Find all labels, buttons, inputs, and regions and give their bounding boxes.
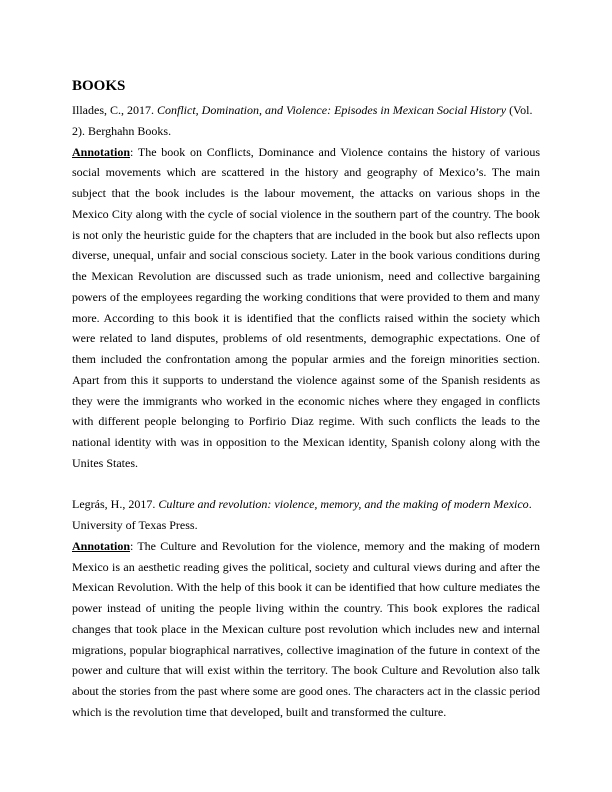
citation-title: Conflict, Domination, and Violence: Episodes in Mexican Social History	[157, 103, 507, 117]
annotation-text: : The Culture and Revolution for the violence, memory and the making of modern Mexico is an aesthetic reading gives the political, society and cultural views during and after the Mexican Revolution. With the help of this book it can be identified that how culture mediates the power instead of uniting the people living within the country. This book explores the radical changes that took place in the Mexican culture post revolution which includes new and internal migrations, popular biographical narratives, collective imagination of the future in context of the power and culture that will exist within the territory. The book Culture and Revolution also talk about the stories from the past where some are good ones. The characters act in the classic period which is the revolution time that developed, built and transformed the culture.	[72, 538, 540, 719]
annotation-illades	[72, 142, 540, 474]
section-heading: BOOKS	[72, 78, 126, 94]
citation-publisher: . University of Texas Press.	[72, 497, 532, 532]
citation-title: Culture and revolution: violence, memory, and the making of modern Mexico	[158, 497, 529, 512]
annotation-label: Annotation	[72, 144, 131, 159]
citation-legras	[72, 494, 540, 536]
citation-publisher: (Vol. 2). Berghahn Books.	[72, 103, 533, 138]
citation-author: Illades, C., 2017.	[72, 103, 157, 117]
annotation-label: Annotation	[72, 538, 131, 553]
paragraph-spacer	[72, 474, 540, 495]
citation-author: Legrás, H., 2017.	[72, 497, 159, 512]
annotation-legras	[72, 536, 540, 723]
citation-illades	[72, 100, 540, 142]
document-page	[72, 76, 540, 723]
annotation-text: : The book on Conflicts, Dominance and Violence contains the history of various social movements which are scattered in the history and geography of Mexico’s. The main subject that the book includes is the labour movement, the attacks on various shops in the Mexico City along with the cycle of social violence in the southern part of the country. The book is not only the heuristic guide for the chapters that are included in the book but also reflects upon diverse, unequal, unfair and social conscious society. Later in the book various conditions during the Mexican Revolution are discussed such as trade unionism, need and collective bargaining powers of the employees regarding the working conditions that were provided to them and many more. According to this book it is identified that the conflicts raised within the society which were related to land disputes, problems of old resentments, demographic expectations. One of them included the confrontation among the popular armies and the foreign minorities section. Apart from this it supports to understand the violence against some of the Spanish residents as they were the immigrants who worked in the economic niches where they engaged in conflicts with different people belonging to Porfirio Diaz regime. With such conflicts the leads to the national identity with was in opposition to the Mexican identity, Spanish colony along with the Unites States.	[72, 144, 540, 470]
